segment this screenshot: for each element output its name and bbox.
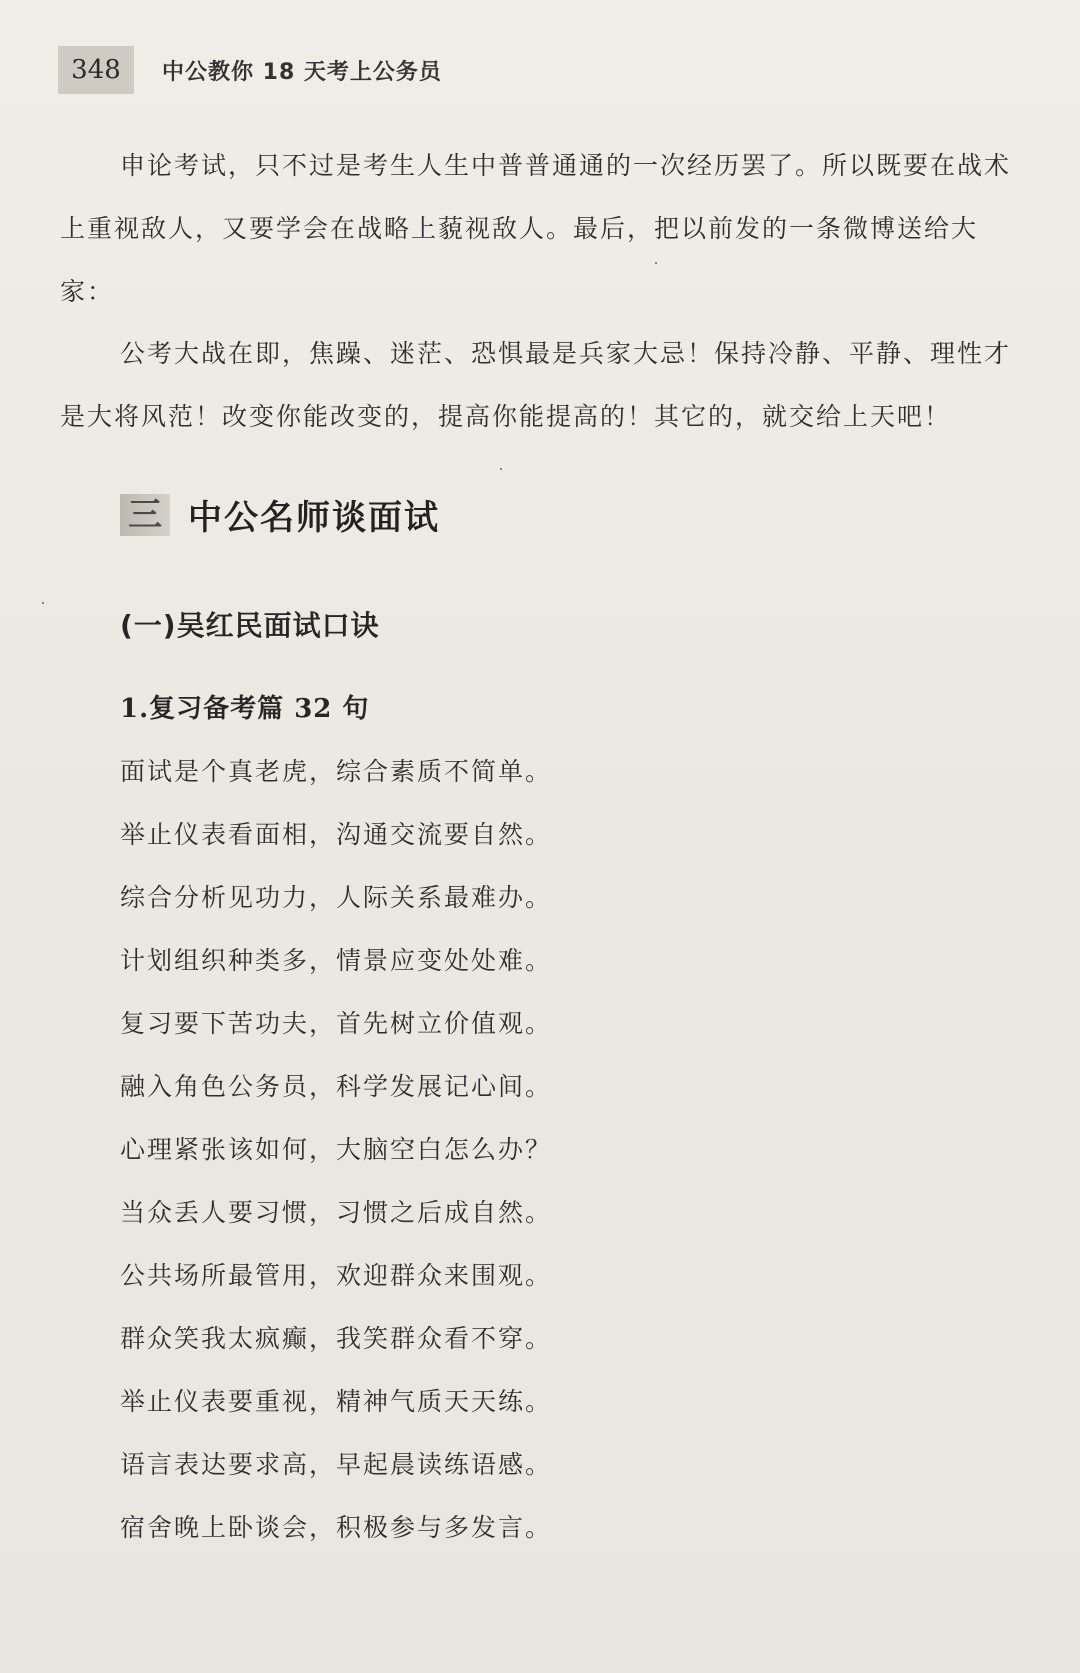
sub-subsection-heading: 1.复习备考篇 32 句	[120, 694, 370, 724]
verse-line: 公共场所最管用，欢迎群众来围观。	[120, 1261, 553, 1290]
verse-line: 举止仪表看面相，沟通交流要自然。	[120, 820, 553, 849]
verse-line: 宿舍晚上卧谈会，积极参与多发言。	[120, 1513, 553, 1542]
verse-line: 融入角色公务员，科学发展记心间。	[120, 1072, 553, 1101]
section-title: 中公名师谈面试	[188, 498, 440, 538]
verse-line: 复习要下苦功夫，首先树立价值观。	[120, 1009, 553, 1038]
verse-line: 举止仪表要重视，精神气质天天练。	[120, 1387, 553, 1416]
section-heading	[120, 490, 440, 539]
page-number: 348	[58, 46, 134, 94]
subsection-heading: (一)吴红民面试口诀	[120, 609, 380, 642]
body-paragraph: 公考大战在即，焦躁、迷茫、恐惧最是兵家大忌！保持冷静、平静、理性才是大将风范！改变你能改变的，提高你能提高的！其它的，就交给上天吧！	[60, 339, 1012, 431]
verse-list	[120, 740, 552, 1559]
print-speck	[655, 262, 657, 264]
print-speck	[500, 468, 502, 470]
book-title: 中公教你 18 天考上公务员	[162, 59, 442, 85]
verse-line: 面试是个真老虎，综合素质不简单。	[120, 757, 553, 786]
body-paragraph: 申论考试，只不过是考生人生中普普通通的一次经历罢了。所以既要在战术上重视敌人，又要学会在战略上藐视敌人。最后，把以前发的一条微博送给大家：	[60, 151, 1012, 306]
verse-line: 计划组织种类多，情景应变处处难。	[120, 946, 553, 975]
verse-line: 语言表达要求高，早起晨读练语感。	[120, 1450, 553, 1479]
running-head	[58, 46, 442, 94]
verse-line: 当众丢人要习惯，习惯之后成自然。	[120, 1198, 553, 1227]
section-number: 三	[120, 494, 170, 536]
verse-line: 综合分析见功力，人际关系最难办。	[120, 883, 553, 912]
print-speck	[42, 602, 44, 604]
verse-line: 心理紧张该如何，大脑空白怎么办？	[120, 1135, 553, 1164]
verse-line: 群众笑我太疯癫，我笑群众看不穿。	[120, 1324, 553, 1353]
